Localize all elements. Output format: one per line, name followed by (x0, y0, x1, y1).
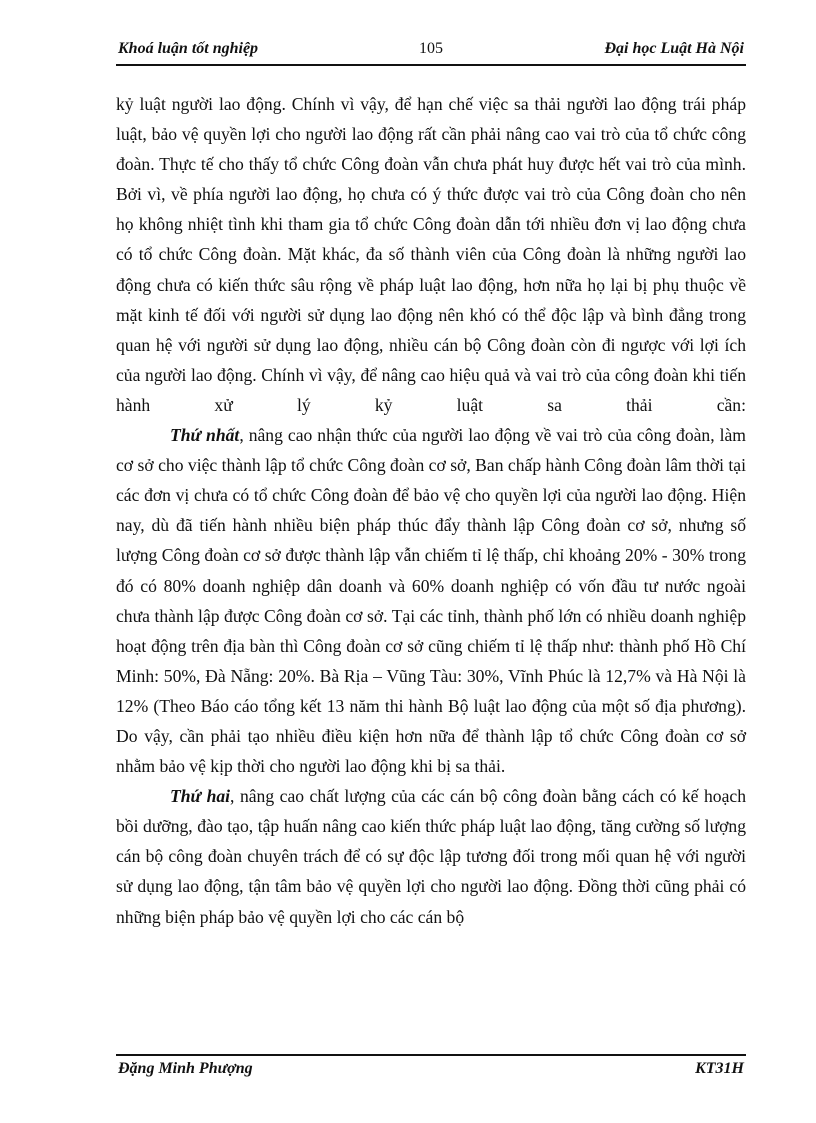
page-header (116, 38, 746, 66)
paragraph-2-lead: Thứ nhất (170, 425, 240, 446)
paragraph-1: kỷ luật người lao động. Chính vì vậy, để hạn chế việc sa thải người lao động trái pháp luật, bảo vệ quyền lợi cho người lao động rất cần phải nâng cao vai trò của tổ chức công đoàn. Thực tế cho thấy tổ chức Công đoàn vẫn chưa phát huy được hết vai trò của mình. Bởi vì, về phía người lao động, họ chưa có ý thức được vai trò của Công đoàn cho nên họ không nhiệt tình khi tham gia tổ chức Công đoàn dẫn tới nhiều đơn vị lao động chưa có tổ chức Công đoàn. Mặt khác, đa số thành viên của Công đoàn là những người lao động chưa có kiến thức sâu rộng về pháp luật lao động, hơn nữa họ lại bị phụ thuộc về mặt kinh tế đối với người sử dụng lao động nên khó có thể độc lập và bình đẳng trong quan hệ với người sử dụng lao động, nhiều cán bộ Công đoàn còn đi ngược với lợi ích của người lao động. Chính vì vậy, để nâng cao hiệu quả và vai trò của công đoàn khi tiến hành xử lý kỷ luật sa thải cần: (116, 94, 746, 415)
footer-author: Đặng Minh Phượng (118, 1060, 253, 1077)
paragraph-3 (116, 781, 746, 931)
footer-class-code: KT31H (695, 1060, 744, 1077)
paragraph-3-text: , nâng cao chất lượng của các cán bộ công đoàn bằng cách có kế hoạch bồi dưỡng, đào tạo, tập huấn nâng cao kiến thức pháp luật lao động, tăng cường số lượng cán bộ công đoàn chuyên trách để có sự độc lập tương đối trong mối quan hệ với người sử dụng lao động, tận tâm bảo vệ quyền lợi cho người lao động. Đồng thời cũng phải có những biện pháp bảo vệ quyền lợi cho các cán bộ (116, 786, 746, 927)
page-footer (116, 1054, 746, 1080)
document-body (116, 89, 746, 932)
paragraph-2 (116, 420, 746, 781)
page-number: 105 (419, 40, 443, 57)
header-thesis-label: Khoá luận tốt nghiệp (118, 40, 259, 57)
paragraph-3-lead: Thứ hai (170, 786, 231, 807)
header-university: Đại học Luật Hà Nội (604, 40, 744, 57)
paragraph-2-text: , nâng cao nhận thức của người lao động về vai trò của công đoàn, làm cơ sở cho việc thành lập tổ chức Công đoàn cơ sở, Ban chấp hành Công đoàn lâm thời tại các đơn vị chưa có tổ chức Công đoàn để bảo vệ cho quyền lợi của người lao động. Hiện nay, dù đã tiến hành nhiều biện pháp thúc đẩy thành lập Công đoàn cơ sở, nhưng số lượng Công đoàn cơ sở được thành lập vẫn chiếm tỉ lệ thấp, chỉ khoảng 20% - 30% trong đó có 80% doanh nghiệp dân doanh và 60% doanh nghiệp có vốn đầu tư nước ngoài chưa thành lập được Công đoàn cơ sở. Tại các tỉnh, thành phố lớn có nhiều doanh nghiệp hoạt động trên địa bàn thì Công đoàn cơ sở cũng chiếm tỉ lệ thấp như: thành phố Hồ Chí Minh: 50%, Đà Nẵng: 20%. Bà Rịa – Vũng Tàu: 30%, Vĩnh Phúc là 12,7% và Hà Nội là 12% (Theo Báo cáo tổng kết 13 năm thi hành Bộ luật lao động của một số địa phương). Do vậy, cần phải tạo nhiều điều kiện hơn nữa để thành lập tổ chức Công đoàn cơ sở nhằm bảo vệ kịp thời cho người lao động khi bị sa thải. (116, 425, 746, 777)
